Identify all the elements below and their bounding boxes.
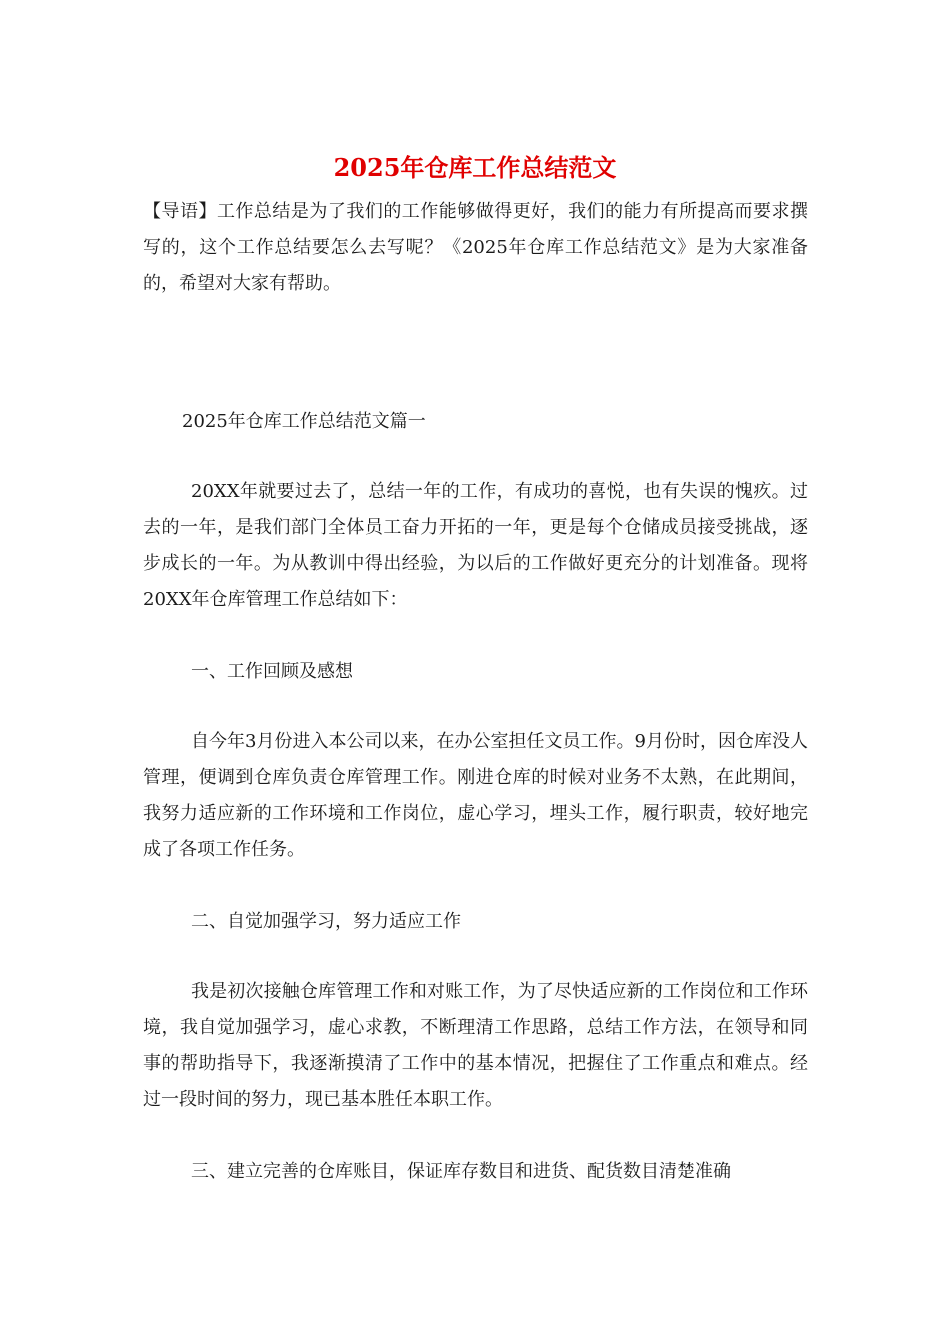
heading-2: 二、自觉加强学习，努力适应工作 xyxy=(191,911,461,932)
heading-3: 三、建立完善的仓库账目，保证库存数目和进货、配货数目清楚准确 xyxy=(191,1161,731,1182)
heading-1: 一、工作回顾及感想 xyxy=(191,661,353,682)
paragraph-2: 自今年3月份进入本公司以来，在办公室担任文员工作。9月份时，因仓库没人管理，便调到仓库负责仓库管理工作。刚进仓库的时候对业务不太熟，在此期间，我努力适应新的工作环境和工作岗位，虚心学习，埋头工作，履行职责，较好地完成了各项工作任务。 xyxy=(143,731,808,860)
section-title: 2025年仓库工作总结范文篇一 xyxy=(182,411,426,432)
intro-paragraph: 【导语】工作总结是为了我们的工作能够做得更好，我们的能力有所提高而要求撰写的，这个工作总结要怎么去写呢？《2025年仓库工作总结范文》是为大家准备的，希望对大家有帮助。 xyxy=(143,201,808,294)
document-title: 2025年仓库工作总结范文 xyxy=(333,153,617,182)
paragraph-3: 我是初次接触仓库管理工作和对账工作，为了尽快适应新的工作岗位和工作环境，我自觉加强学习，虚心求教，不断理清工作思路，总结工作方法，在领导和同事的帮助指导下，我逐渐摸清了工作中的基本情况，把握住了工作重点和难点。经过一段时间的努力，现已基本胜任本职工作。 xyxy=(143,981,808,1110)
paragraph-1: 20XX年就要过去了，总结一年的工作，有成功的喜悦，也有失误的愧疚。过去的一年，是我们部门全体员工奋力开拓的一年，更是每个仓储成员接受挑战，逐步成长的一年。为从教训中得出经验，为以后的工作做好更充分的计划准备。现将20XX年仓库管理工作总结如下： xyxy=(143,481,808,610)
